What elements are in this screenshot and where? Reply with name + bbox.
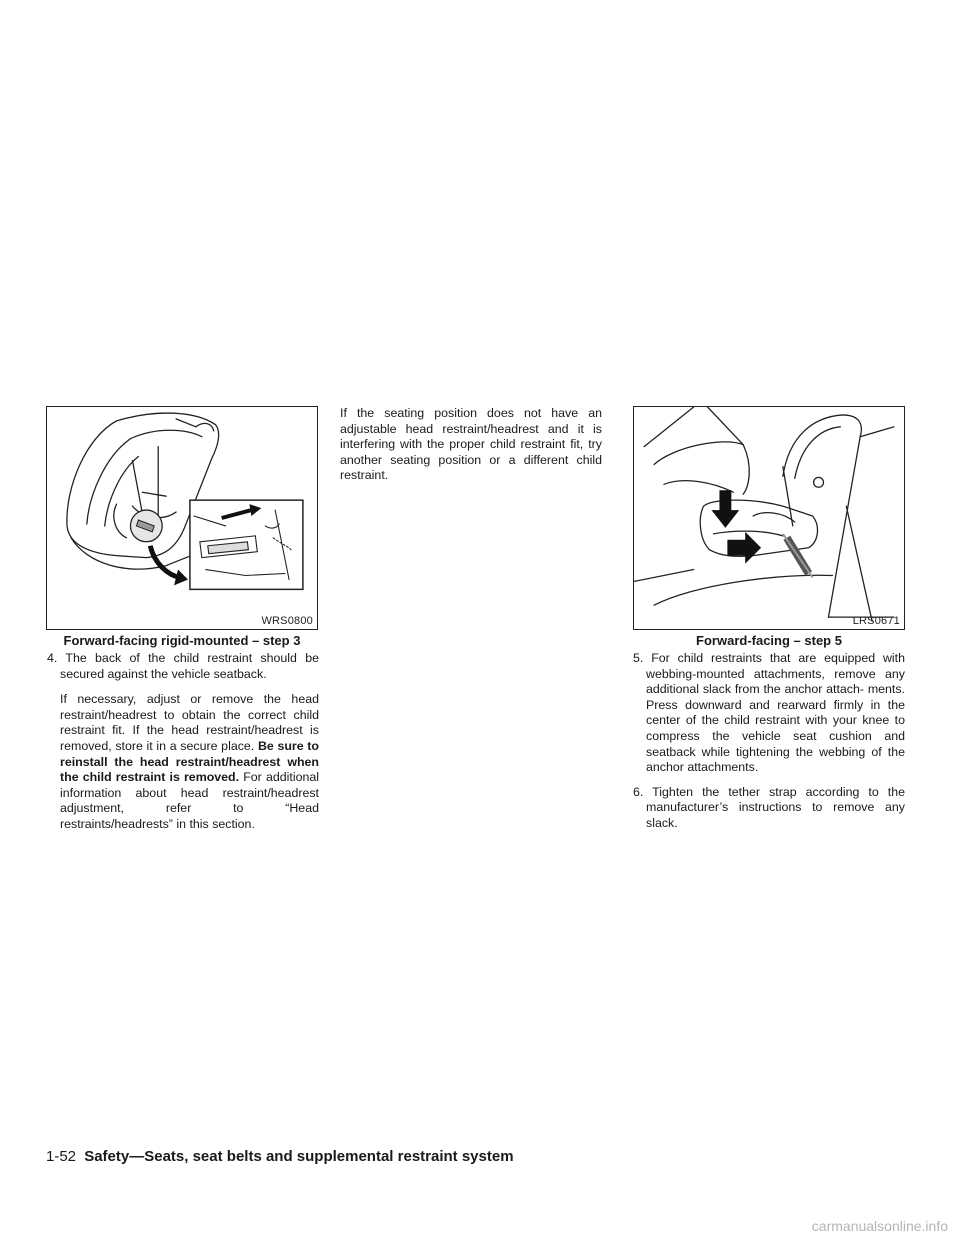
column-left	[47, 651, 319, 845]
figure-caption-left: Forward-facing rigid-mounted – step 3	[63, 633, 301, 648]
step-4	[47, 651, 319, 682]
column-middle	[340, 406, 602, 484]
section-title: Safety—Seats, seat belts and supplemental restraint system	[84, 1148, 514, 1165]
watermark: carmanualsonline.info	[811, 1218, 948, 1234]
step-text: The back of the child restraint should be secured against the vehicle seatback.	[60, 651, 320, 681]
step-number: 6.	[633, 784, 644, 799]
page-number: 1-52	[46, 1148, 77, 1165]
paragraph-tail: For additional information about head restraint/headrest adjustment, refer to “Head restraints/headrests” in this section.	[60, 770, 319, 831]
child-seat-illustration	[47, 407, 317, 629]
figure-child-seat-rigid	[46, 406, 318, 630]
figure-code: LRS0671	[852, 615, 900, 627]
step-text: For child restraints that are equipped with webbing-mounted attachments, remove any additional slack from the anchor attach- ments. Press downward and rearward firmly in the center of the child restraint with your knee to compress the vehicle seat cushion and seatback while tightening the webbing of the anchor attachments.	[646, 651, 906, 775]
step-number: 4.	[47, 651, 58, 665]
step-text: Tighten the tether strap according to the manufacturer’s instructions to remove any slack.	[646, 784, 906, 830]
headrest-paragraph	[47, 692, 319, 832]
step-number: 5.	[633, 651, 644, 665]
step-5	[633, 651, 905, 776]
tighten-webbing-illustration	[634, 407, 904, 629]
column-right	[633, 651, 905, 832]
warning-text: Be sure to reinstall the head restraint/headrest when the child restraint is removed.	[60, 738, 319, 785]
figure-tighten-webbing	[633, 406, 905, 630]
figure-code: WRS0800	[261, 615, 313, 627]
page-footer	[46, 1148, 514, 1165]
figure-caption-right: Forward-facing – step 5	[696, 633, 842, 648]
alternate-position-paragraph: If the seating position does not have an adjustable head restraint/headrest and it is interfering with the proper child restraint fit, try another seating position or a different child restraint.	[340, 406, 602, 483]
step-6	[633, 785, 905, 832]
paragraph-text: If necessary, adjust or remove the head restraint/headrest to obtain the correct child restraint fit. If the head restraint/headrest is removed, store it in a secure place.	[60, 692, 319, 753]
